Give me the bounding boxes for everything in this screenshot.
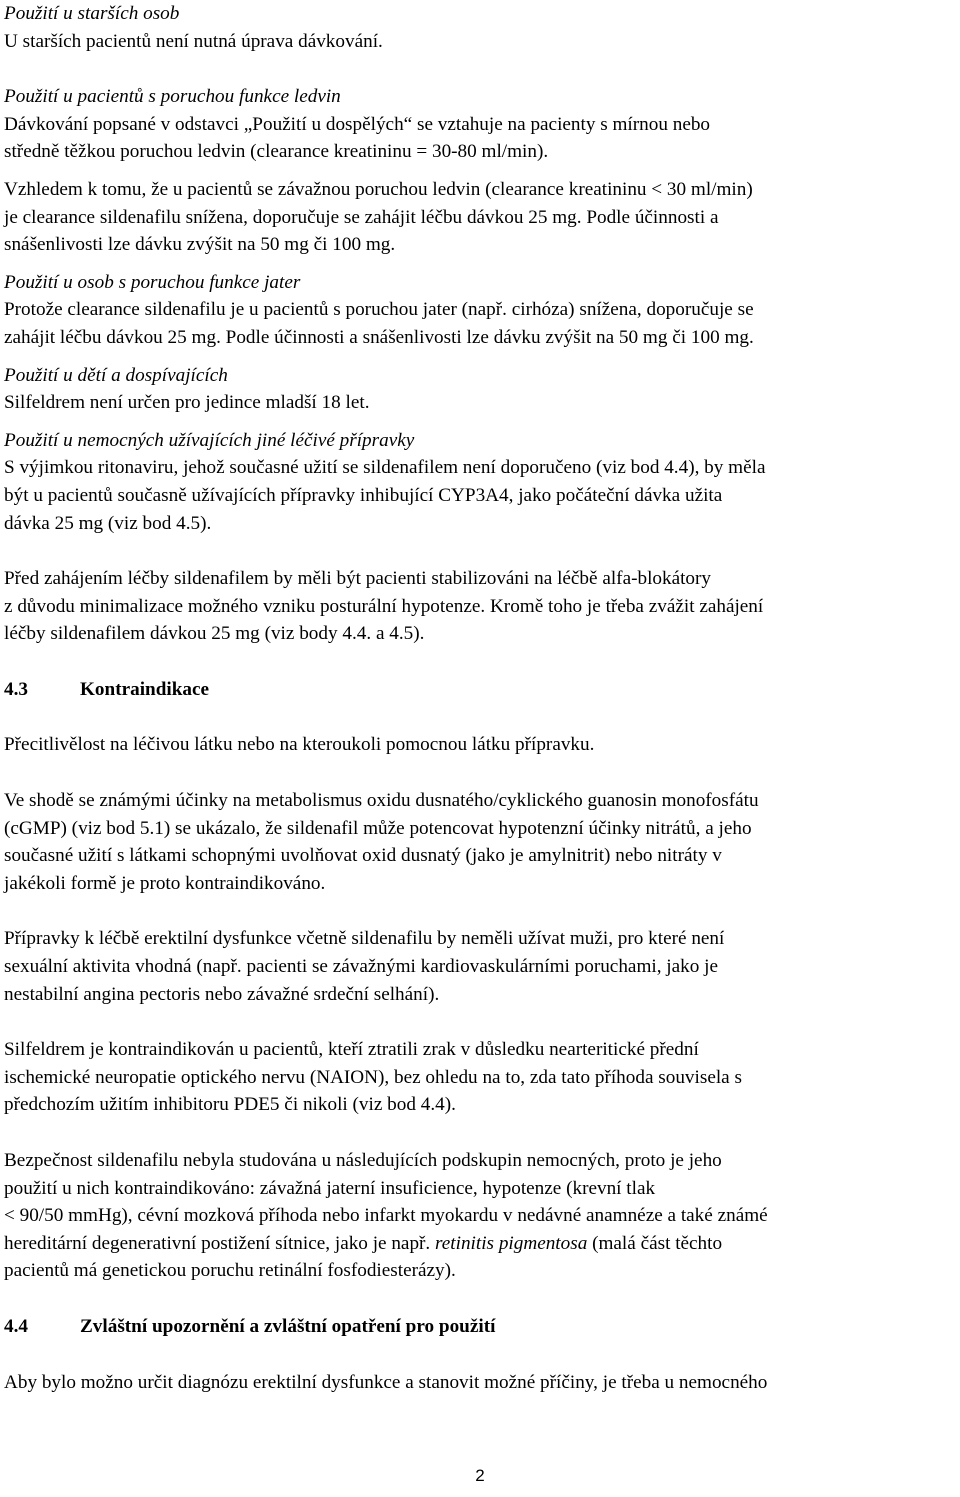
hepatic-heading: Použití u osob s poruchou funkce jater <box>4 271 301 293</box>
hepatic-line-2: zahájit léčbu dávkou 25 mg. Podle účinnosti a snášenlivosti lze dávku zvýšit na 50 mg či 100 mg. <box>4 326 754 348</box>
hepatic-line-1: Protože clearance sildenafilu je u pacientů s poruchou jater (např. cirhóza) snížena, doporučuje se <box>4 299 754 321</box>
document-page <box>4 0 958 1396</box>
contraindication-paragraph-5-line-3: < 90/50 mmHg), cévní mozková příhoda nebo infarkt myokardu v nedávné anamnéze a také známé <box>4 1205 768 1227</box>
section-4-3-heading <box>4 676 958 704</box>
renal-heading: Použití u pacientů s poruchou funkce ledvin <box>4 86 341 108</box>
children-heading: Použití u dětí a dospívajících <box>4 364 228 386</box>
contraindication-paragraph-4-line-1: Silfeldrem je kontraindikován u pacientů, kteří ztratili zrak v důsledku nearteritické přední <box>4 1039 699 1061</box>
other-meds-paragraph-1-line-2: být u pacientů současně užívajících přípravky inhibující CYP3A4, jako počáteční dávka užita <box>4 484 723 506</box>
contraindication-text: (malá část těchto <box>587 1232 723 1254</box>
contraindication-paragraph-1: Přecitlivělost na léčivou látku nebo na kteroukoli pomocnou látku přípravku. <box>4 734 595 756</box>
elderly-heading: Použití u starších osob <box>4 3 180 24</box>
precautions-line-1: Aby bylo možno určit diagnózu erektilní dysfunkce a stanovit možné příčiny, je třeba u nemocného <box>4 1371 768 1393</box>
renal-paragraph-2-line-2: je clearance sildenafilu snížena, doporučuje se zahájit léčbu dávkou 25 mg. Podle účinnosti a <box>4 206 719 228</box>
retinitis-pigmentosa-term: retinitis pigmentosa <box>435 1232 588 1254</box>
contraindication-text: hereditární degenerativní postižení sítnice, jako je např. <box>4 1232 436 1254</box>
other-meds-paragraph-2-line-1: Před zahájením léčby sildenafilem by měli být pacienti stabilizováni na léčbě alfa-blokátory <box>4 568 712 590</box>
other-meds-paragraph-2-line-2: z důvodu minimalizace možného vzniku posturální hypotenze. Kromě toho je třeba zvážit zahájení <box>4 595 764 617</box>
contraindication-paragraph-5-line-4 <box>4 1230 958 1258</box>
contraindication-paragraph-4-line-2: ischemické neuropatie optického nervu (NAION), bez ohledu na to, zda tato příhoda souvisela s <box>4 1066 742 1088</box>
contraindication-paragraph-5-line-5: pacientů má genetickou poruchu retinální fosfodiesterázy). <box>4 1260 456 1282</box>
contraindication-paragraph-3-line-3: nestabilní angina pectoris nebo závažné srdeční selhání). <box>4 983 440 1005</box>
renal-paragraph-1-line-1: Dávkování popsané v odstavci „Použití u dospělých“ se vztahuje na pacienty s mírnou nebo <box>4 113 711 135</box>
other-meds-heading: Použití u nemocných užívajících jiné léčivé přípravky <box>4 429 415 451</box>
children-text: Silfeldrem není určen pro jedince mladší 18 let. <box>4 392 370 414</box>
contraindication-paragraph-4-line-3: předchozím užitím inhibitoru PDE5 či nikoli (viz bod 4.4). <box>4 1094 456 1116</box>
contraindication-paragraph-3-line-1: Přípravky k léčbě erektilní dysfunkce včetně sildenafilu by neměli užívat muži, pro které není <box>4 928 725 950</box>
section-4-3-number: 4.3 <box>4 678 28 700</box>
renal-paragraph-2-line-3: snášenlivosti lze dávku zvýšit na 50 mg či 100 mg. <box>4 234 396 256</box>
contraindication-paragraph-2-line-3: současné užití s látkami schopnými uvolňovat oxid dusnatý (jako je amylnitrit) nebo nitráty v <box>4 845 722 867</box>
other-meds-paragraph-2-line-3: léčby sildenafilem dávkou 25 mg (viz body 4.4. a 4.5). <box>4 623 425 645</box>
section-4-4-number: 4.4 <box>4 1315 28 1337</box>
contraindication-paragraph-5-line-1: Bezpečnost sildenafilu nebyla studována u následujících podskupin nemocných, proto je jeho <box>4 1150 722 1171</box>
contraindication-paragraph-2-line-4: jakékoli formě je proto kontraindikováno. <box>4 872 326 894</box>
contraindication-paragraph-2-line-2: (cGMP) (viz bod 5.1) se ukázalo, že sildenafil může potencovat hypotenzní účinky nitrátů, a jeho <box>4 817 752 839</box>
renal-paragraph-2-line-1: Vzhledem k tomu, že u pacientů se závažnou poruchou ledvin (clearance kreatininu < 30 ml/min) <box>4 178 753 200</box>
other-meds-paragraph-1-line-3: dávka 25 mg (viz bod 4.5). <box>4 512 212 534</box>
contraindication-paragraph-3-line-2: sexuální aktivita vhodná (např. pacienti se závažnými kardiovaskulárními poruchami, jako je <box>4 956 718 978</box>
section-4-3-title: Kontraindikace <box>80 678 209 700</box>
page-number: 2 <box>475 1466 485 1485</box>
contraindication-paragraph-5-line-2: použití u nich kontraindikováno: závažná jaterní insuficience, hypotenze (krevní tlak <box>4 1177 656 1199</box>
section-4-4-title: Zvláštní upozornění a zvláštní opatření pro použití <box>80 1315 496 1337</box>
elderly-text: U starších pacientů není nutná úprava dávkování. <box>4 30 383 52</box>
renal-paragraph-1-line-2: středně těžkou poruchou ledvin (clearance kreatininu = 30-80 ml/min). <box>4 141 549 163</box>
contraindication-paragraph-2-line-1: Ve shodě se známými účinky na metabolismus oxidu dusnatého/cyklického guanosin monofosfátu <box>4 790 759 812</box>
other-meds-paragraph-1-line-1: S výjimkou ritonaviru, jehož současné užití se sildenafilem není doporučeno (viz bod 4.4), by měla <box>4 457 766 479</box>
section-4-4-heading <box>4 1313 958 1341</box>
